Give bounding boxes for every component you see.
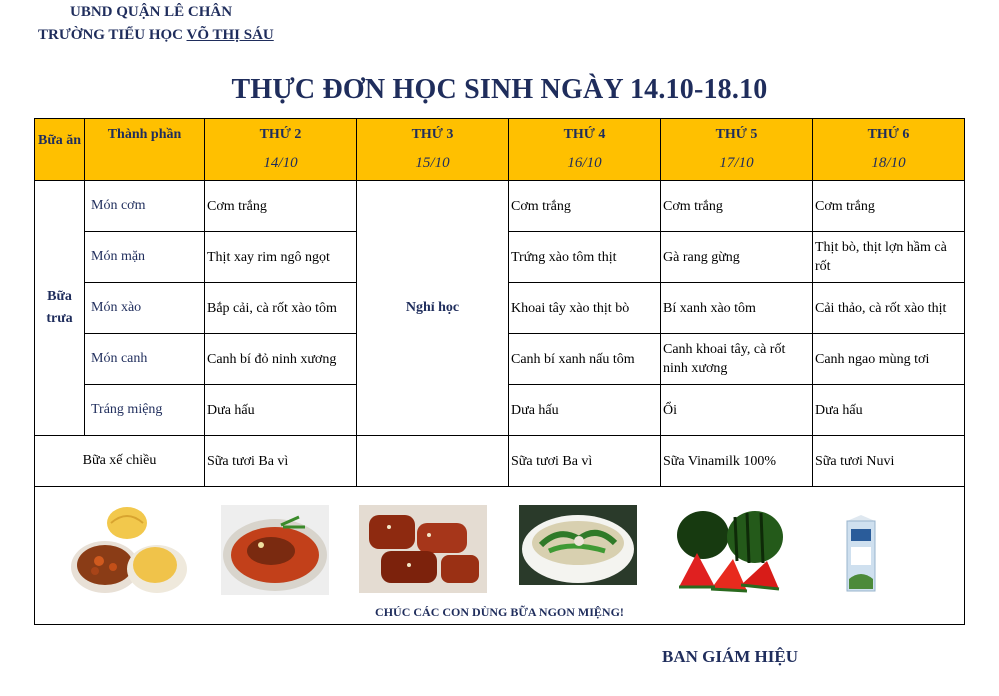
watermelon-photo (675, 505, 785, 595)
cell-tue (357, 436, 509, 487)
school-header (38, 27, 274, 44)
cell-wed: Khoai tây xào thịt bò (509, 283, 661, 334)
table-row (35, 181, 965, 232)
date-thu: 17/10 (719, 155, 754, 171)
cell-wed: Canh bí xanh nấu tôm (509, 334, 661, 385)
food-pictures (35, 487, 965, 625)
cell-mon: Bắp cải, cà rốt xào tôm (205, 283, 357, 334)
date-fri: 18/10 (871, 155, 906, 171)
cell-fri: Cơm trắng (813, 181, 965, 232)
cell-wed: Trứng xào tôm thịt (509, 232, 661, 283)
header-component: Thành phần (85, 119, 205, 181)
school-prefix: TRƯỜNG TIỂU HỌC (38, 27, 187, 43)
lunch-label: Bữa trưa (35, 181, 85, 436)
cell-mon: Sữa tươi Ba vì (205, 436, 357, 487)
district-header: UBND QUẬN LÊ CHÂN (70, 4, 233, 20)
off-day-cell: Nghỉ học (357, 181, 509, 436)
cell-mon: Thịt xay rim ngô ngọt (205, 232, 357, 283)
header-day-tue: THỨ 3 15/10 (357, 119, 509, 181)
cell-thu: Ổi (661, 385, 813, 436)
header-day-fri: THỨ 6 18/10 (813, 119, 965, 181)
menu-table (34, 118, 965, 625)
closing-message: CHÚC CÁC CON DÙNG BỮA NGON MIỆNG! (375, 605, 624, 619)
component-label: Tráng miệng (85, 385, 205, 436)
cell-thu: Bí xanh xào tôm (661, 283, 813, 334)
header-day-mon: THỨ 2 14/10 (205, 119, 357, 181)
signature-label: BAN GIÁM HIỆU (662, 647, 799, 666)
cell-fri: Canh ngao mùng tơi (813, 334, 965, 385)
header-day-thu: THỨ 5 17/10 (661, 119, 813, 181)
date-tue: 15/10 (415, 155, 450, 171)
cell-wed: Cơm trắng (509, 181, 661, 232)
header-meal: Bữa ăn (35, 119, 85, 181)
component-label: Món mặn (85, 232, 205, 283)
date-mon: 14/10 (263, 155, 298, 171)
snack-row (35, 436, 965, 487)
pictures-row (35, 487, 965, 625)
cell-thu: Sữa Vinamilk 100% (661, 436, 813, 487)
cell-thu: Cơm trắng (661, 181, 813, 232)
cell-mon: Canh bí đỏ ninh xương (205, 334, 357, 385)
cell-wed: Sữa tươi Ba vì (509, 436, 661, 487)
cell-fri: Sữa tươi Nuvi (813, 436, 965, 487)
braised-ribs-photo (359, 505, 487, 593)
cell-thu: Gà rang gừng (661, 232, 813, 283)
cell-wed: Dưa hấu (509, 385, 661, 436)
component-label: Món canh (85, 334, 205, 385)
component-label: Món xào (85, 283, 205, 334)
date-wed: 16/10 (567, 155, 602, 171)
cell-fri: Dưa hấu (813, 385, 965, 436)
cell-thu: Canh khoai tây, cà rốt ninh xương (661, 334, 813, 385)
cell-fri: Thịt bò, thịt lợn hầm cà rốt (813, 232, 965, 283)
page-title: THỰC ĐƠN HỌC SINH NGÀY 14.10-18.10 (231, 74, 768, 105)
cell-mon: Cơm trắng (205, 181, 357, 232)
braised-fish-photo (221, 505, 329, 595)
milk-carton-photo (841, 513, 881, 593)
cell-fri: Cải thảo, cà rốt xào thịt (813, 283, 965, 334)
vegetable-soup-photo (519, 505, 637, 585)
component-label: Món cơm (85, 181, 205, 232)
header-day-wed: THỨ 4 16/10 (509, 119, 661, 181)
table-header-row (35, 119, 965, 181)
snack-label: Bữa xế chiều (35, 436, 205, 487)
cell-mon: Dưa hấu (205, 385, 357, 436)
school-name: VÕ THỊ SÁU (186, 27, 274, 43)
stew-with-buns-photo (71, 505, 189, 595)
